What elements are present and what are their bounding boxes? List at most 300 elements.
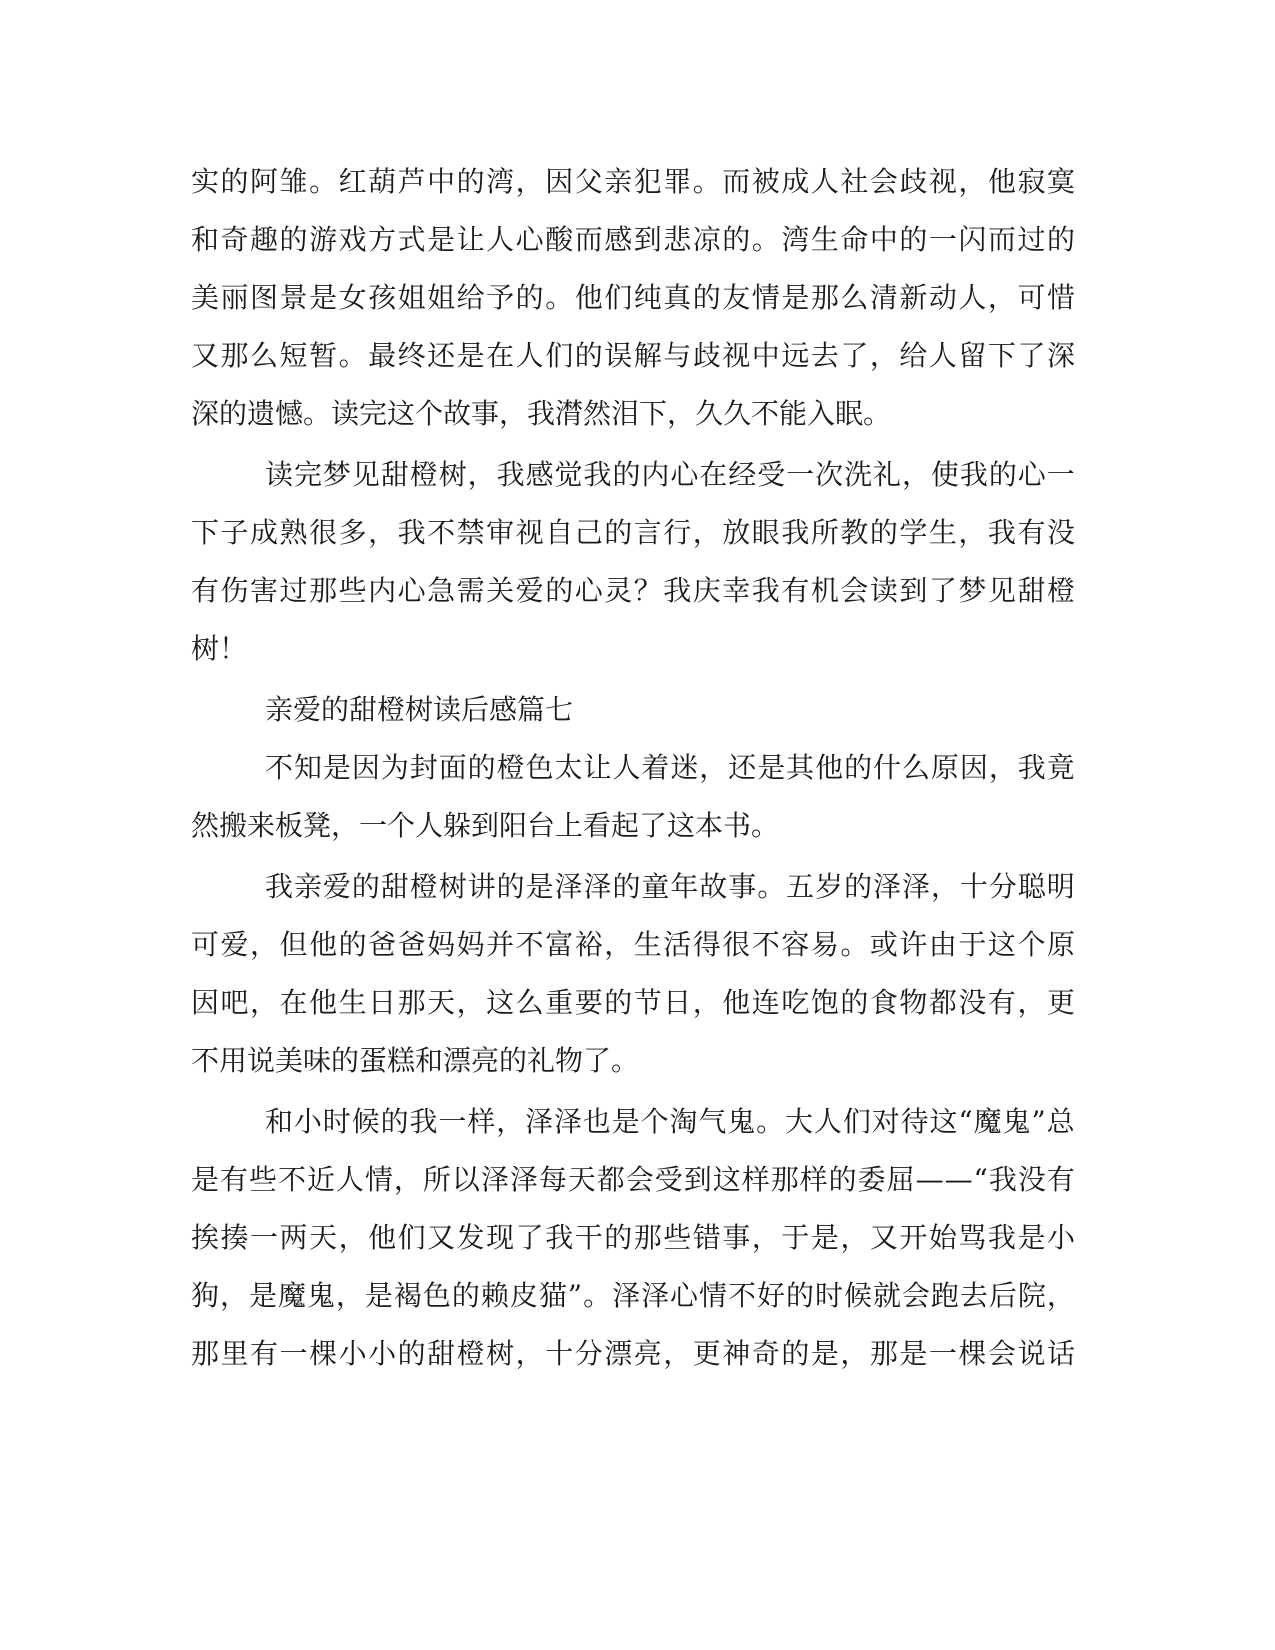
text-char: 很	[722, 928, 751, 961]
text-char: 他	[574, 281, 603, 314]
text-char: 色	[525, 751, 554, 784]
text-char: ，	[869, 339, 898, 372]
text-char: 连	[751, 986, 780, 1019]
text-char: 封	[409, 751, 438, 784]
text-char: 所	[810, 516, 839, 549]
text-char: 庆	[692, 574, 721, 607]
text-char: 泽	[901, 870, 930, 903]
text-char: 了	[928, 574, 957, 607]
text-char: 读	[265, 458, 294, 491]
text-char: 或	[869, 928, 898, 961]
text-char: 的	[279, 223, 308, 256]
text-char: 说	[1017, 1337, 1046, 1370]
text-char: 于	[781, 1221, 810, 1254]
text-char: 。	[757, 870, 786, 903]
text-char: 熟	[279, 516, 308, 549]
text-char: 每	[538, 1163, 567, 1196]
text-char: 害	[250, 574, 279, 607]
text-char: 感	[604, 223, 633, 256]
text-char: 一	[438, 1105, 467, 1138]
text-char: 社	[840, 165, 869, 198]
text-char: 罪	[663, 165, 692, 198]
text-char: 了	[515, 1221, 544, 1254]
text-char: 不	[265, 751, 294, 784]
text-char: 讲	[467, 870, 496, 903]
text-char: 会	[840, 574, 869, 607]
text-char: 的	[545, 574, 574, 607]
text-char: 人	[486, 223, 515, 256]
text-char: 天	[427, 986, 456, 1019]
text-char: 我	[988, 1163, 1017, 1196]
text-char: 富	[545, 928, 574, 961]
text-char: 猫	[538, 1279, 567, 1312]
text-char: 甜	[380, 870, 409, 903]
text-char: 。	[840, 928, 869, 961]
text-char: 人	[928, 339, 957, 372]
text-char: 泽	[583, 870, 612, 903]
text-char: 过	[279, 574, 308, 607]
text-char: 到	[899, 574, 928, 607]
text-char: 闪	[958, 223, 987, 256]
text-char: 橙	[409, 458, 438, 491]
text-char: 揍	[220, 1221, 249, 1254]
text-char: 误	[604, 339, 633, 372]
text-char: 我	[781, 516, 810, 549]
text-char: 幸	[722, 574, 751, 607]
text-char: 奇	[220, 223, 249, 256]
text-char: 红	[338, 165, 367, 198]
text-char: 是	[810, 1337, 839, 1370]
text-line	[265, 1102, 1075, 1142]
text-char: 心	[574, 574, 603, 607]
text-char: 么	[840, 281, 869, 314]
text-char: “	[958, 1105, 973, 1138]
text-char: 是	[191, 1163, 220, 1196]
text-char: 分	[574, 1337, 603, 1370]
text-char: 不	[277, 1163, 306, 1196]
text-char: 心	[515, 223, 544, 256]
text-char: 的	[1046, 223, 1075, 256]
text-char: 小	[293, 1105, 322, 1138]
text-char: 一	[1046, 458, 1075, 491]
text-char: 皮	[509, 1279, 538, 1312]
text-char: 和	[265, 1105, 294, 1138]
text-char: 纯	[633, 281, 662, 314]
text-char: 下	[191, 516, 220, 549]
text-char: 很	[309, 516, 338, 549]
text-char: 的	[220, 165, 249, 198]
text-char: 年	[670, 870, 699, 903]
text-char: 歧	[692, 339, 721, 372]
text-char: 我	[409, 1105, 438, 1138]
text-char: 不	[427, 516, 456, 549]
text-char: 裕	[574, 928, 603, 961]
text-char: 感	[525, 458, 554, 491]
text-char: 一	[279, 1337, 308, 1370]
text-char: 教	[840, 516, 869, 549]
text-char: 会	[625, 1163, 654, 1196]
text-char: 下	[987, 339, 1016, 372]
text-char: 的	[351, 870, 380, 903]
text-char: 成	[250, 516, 279, 549]
text-char: 暂	[309, 339, 338, 372]
text-char: 始	[928, 1221, 957, 1254]
text-char: 言	[633, 516, 662, 549]
text-char: 他	[368, 1221, 397, 1254]
text-char: ，	[692, 516, 721, 549]
text-char: 是	[322, 751, 351, 784]
text-char: 梦	[322, 458, 351, 491]
text-char: 寂	[1017, 165, 1046, 198]
text-char: 清	[869, 281, 898, 314]
text-char: 没	[1046, 516, 1075, 549]
text-line: 然搬来板凳，一个人躲到阳台上看起了这本书。	[191, 809, 780, 842]
text-char: 就	[872, 1279, 901, 1312]
text-char: 湾	[486, 165, 515, 198]
text-char: 没	[1017, 1163, 1046, 1196]
section-heading: 亲爱的甜橙树读后感篇七	[265, 693, 574, 726]
text-line	[191, 220, 1075, 260]
text-char: 礼	[873, 458, 902, 491]
text-char: 所	[422, 1163, 451, 1196]
text-char: 禁	[456, 516, 485, 549]
text-char: ，	[840, 1221, 869, 1254]
text-char: 孩	[368, 281, 397, 314]
text-char: 的	[899, 223, 928, 256]
text-char: 一	[928, 223, 957, 256]
text-char: 伤	[220, 574, 249, 607]
text-char: 式	[397, 223, 426, 256]
text-char: 泽	[509, 1163, 538, 1196]
text-char: 什	[873, 751, 902, 784]
text-char: 是	[810, 1221, 839, 1254]
text-char: 太	[554, 751, 583, 784]
text-char: 灵	[604, 574, 633, 607]
text-char: 们	[842, 1105, 871, 1138]
text-char: 食	[869, 986, 898, 1019]
text-char: 戏	[338, 223, 367, 256]
text-char: 见	[351, 458, 380, 491]
text-char: 时	[814, 1279, 843, 1312]
text-char: 我	[751, 574, 780, 607]
text-char: 在	[279, 986, 308, 1019]
text-char: 妈	[427, 928, 456, 961]
text-char: 命	[840, 223, 869, 256]
text-char: 洗	[844, 458, 873, 491]
text-char: 解	[633, 339, 662, 372]
text-char: 的	[785, 1279, 814, 1312]
text-char: 样	[467, 1105, 496, 1138]
text-char: ，	[751, 1221, 780, 1254]
text-char: 。	[583, 1279, 612, 1312]
text-char: ，	[335, 1279, 364, 1312]
text-char: 爸	[368, 928, 397, 961]
text-char: 亲	[604, 165, 633, 198]
text-char: 去	[810, 339, 839, 372]
text-char: 的	[692, 281, 721, 314]
text-char: 可	[1017, 281, 1046, 314]
text-char: 爸	[397, 928, 426, 961]
text-char: 中	[427, 165, 456, 198]
text-char: 漂	[604, 1337, 633, 1370]
text-char: 们	[397, 1221, 426, 1254]
text-char: 游	[309, 223, 338, 256]
text-char: 过	[1017, 223, 1046, 256]
text-char: 许	[899, 928, 928, 961]
text-char: 近	[306, 1163, 335, 1196]
text-char: 也	[582, 1105, 611, 1138]
text-char: 日	[368, 986, 397, 1019]
text-char: 那	[309, 574, 338, 607]
text-char: 眼	[751, 516, 780, 549]
text-char: 两	[279, 1221, 308, 1254]
text-char: 原	[1046, 928, 1075, 961]
text-char: 人	[810, 165, 839, 198]
text-char: 人	[515, 339, 544, 372]
text-char: 这	[987, 928, 1016, 961]
text-char: 那	[220, 339, 249, 372]
text-char: 么	[901, 751, 930, 784]
text-char: 天	[309, 1221, 338, 1254]
text-char: 自	[545, 516, 574, 549]
text-char: 橙	[409, 870, 438, 903]
text-char: 迷	[670, 751, 699, 784]
text-char: 那	[869, 1337, 898, 1370]
text-line	[265, 867, 1075, 907]
text-char: 的	[612, 870, 641, 903]
text-char: ，	[393, 1163, 422, 1196]
text-char: 干	[574, 1221, 603, 1254]
text-char: ，	[467, 458, 496, 491]
text-line	[191, 162, 1075, 202]
text-char: 大	[785, 1105, 814, 1138]
text-line	[191, 513, 1075, 553]
text-char: 而	[722, 165, 751, 198]
text-char: 于	[958, 928, 987, 961]
text-char: 泽	[554, 870, 583, 903]
text-char: ，	[456, 986, 485, 1019]
text-char: 因	[959, 751, 988, 784]
text-char: 的	[574, 339, 603, 372]
text-char: ，	[988, 751, 1017, 784]
text-char: 有	[781, 574, 810, 607]
text-char: 故	[699, 870, 728, 903]
text-char: 淘	[669, 1105, 698, 1138]
text-char: 心	[670, 458, 699, 491]
text-char: 神	[722, 1337, 751, 1370]
text-line	[191, 1218, 1075, 1258]
text-char: ，	[515, 165, 544, 198]
text-char: 湾	[781, 223, 810, 256]
text-char: 去	[959, 1279, 988, 1312]
text-char: 是	[611, 1105, 640, 1138]
text-char: 远	[781, 339, 810, 372]
text-char: 。	[545, 281, 574, 314]
text-char: 而	[987, 223, 1016, 256]
text-char: 开	[899, 1221, 928, 1254]
text-char: 挨	[191, 1221, 220, 1254]
text-char: 个	[640, 1105, 669, 1138]
text-char: 橙	[456, 1337, 485, 1370]
text-char: 经	[728, 458, 757, 491]
text-char: 样	[799, 1163, 828, 1196]
text-char: 真	[663, 281, 692, 314]
text-char: 小	[368, 1337, 397, 1370]
text-char: 样	[741, 1163, 770, 1196]
text-char: 给	[899, 339, 928, 372]
text-char: 树	[438, 870, 467, 903]
text-char: 人	[335, 1163, 364, 1196]
text-char: 让	[583, 751, 612, 784]
text-char: 事	[722, 1221, 751, 1254]
text-char: 人	[612, 751, 641, 784]
text-char: 爱	[220, 928, 249, 961]
text-char: 我	[987, 516, 1016, 549]
text-char: 活	[663, 928, 692, 961]
text-char: 更	[1046, 986, 1075, 1019]
text-char: 的	[840, 986, 869, 1019]
text-char: 可	[191, 928, 220, 961]
text-char: 有	[1017, 516, 1046, 549]
text-char: 多	[338, 516, 367, 549]
text-line: 树！	[191, 632, 248, 665]
text-char: 在	[699, 458, 728, 491]
text-char: 了	[840, 339, 869, 372]
text-char: 实	[191, 165, 220, 198]
text-char: 丽	[220, 281, 249, 314]
text-char: 妈	[456, 928, 485, 961]
text-char: ，	[604, 928, 633, 961]
text-char: 子	[220, 516, 249, 549]
text-char: 成	[781, 165, 810, 198]
text-char: 鬼	[727, 1105, 756, 1138]
text-char: 话	[1046, 1337, 1075, 1370]
text-char: 的	[496, 870, 525, 903]
text-char: 我	[496, 458, 525, 491]
text-char: 有	[191, 574, 220, 607]
text-char: 么	[515, 986, 544, 1019]
text-char: ，	[663, 1337, 692, 1370]
text-char: 后	[988, 1279, 1017, 1312]
text-char: 重	[545, 986, 574, 1019]
text-char: 的	[604, 1221, 633, 1254]
text-char: ”	[1031, 1105, 1046, 1138]
text-char: 在	[486, 339, 515, 372]
text-char: 雏	[279, 165, 308, 198]
text-char: 我	[265, 870, 294, 903]
text-char: 生	[633, 928, 662, 961]
text-char: 为	[380, 751, 409, 784]
text-char: 视	[722, 339, 751, 372]
text-char: 这	[486, 986, 515, 1019]
text-char: “	[973, 1163, 988, 1196]
text-char: 这	[929, 1105, 958, 1138]
text-char: 们	[545, 339, 574, 372]
text-char: 会	[869, 165, 898, 198]
text-char: 赖	[480, 1279, 509, 1312]
text-char: 的	[451, 1279, 480, 1312]
text-char: 次	[815, 458, 844, 491]
text-char: ，	[1046, 1279, 1075, 1312]
text-char: 审	[486, 516, 515, 549]
text-char: 的	[604, 516, 633, 549]
text-char: 寞	[1046, 165, 1075, 198]
text-char: 是	[248, 1279, 277, 1312]
text-char: 完	[293, 458, 322, 491]
text-char: 放	[722, 516, 751, 549]
text-char: 对	[871, 1105, 900, 1138]
text-char: 视	[515, 516, 544, 549]
text-char: ，	[250, 986, 279, 1019]
text-char: 姐	[427, 281, 456, 314]
text-line: 深的遗憾。读完这个故事，我潸然泪下，久久不能入眠。	[191, 397, 892, 430]
text-char: 友	[722, 281, 751, 314]
text-char: 们	[604, 281, 633, 314]
text-char: 树	[486, 1337, 515, 1370]
text-char: 吃	[781, 986, 810, 1019]
text-char: 的	[844, 751, 873, 784]
text-char: 我	[987, 1221, 1016, 1254]
text-char: ，	[699, 751, 728, 784]
text-char: 还	[728, 751, 757, 784]
text-char: ，	[987, 281, 1016, 314]
text-char: 短	[279, 339, 308, 372]
text-char: 终	[397, 339, 426, 372]
text-char: 分	[988, 870, 1017, 903]
text-char: 父	[574, 165, 603, 198]
text-char: 总	[1046, 1105, 1075, 1138]
text-char: 他	[815, 751, 844, 784]
text-char: 竟	[1046, 751, 1075, 784]
text-char: 的	[456, 165, 485, 198]
text-char: 景	[279, 281, 308, 314]
text-char: 都	[928, 986, 957, 1019]
text-char: 内	[641, 458, 670, 491]
text-char: 的	[988, 458, 1017, 491]
text-char: 犯	[633, 165, 662, 198]
text-char: 让	[456, 223, 485, 256]
text-char: 阿	[250, 165, 279, 198]
text-char: ，	[250, 928, 279, 961]
text-char: 趣	[250, 223, 279, 256]
text-char: 心	[397, 574, 426, 607]
text-char: 委	[857, 1163, 886, 1196]
text-char: 得	[692, 928, 721, 961]
text-char: 给	[456, 281, 485, 314]
text-char: ，	[515, 1337, 544, 1370]
text-line	[191, 1160, 1075, 1200]
text-char: 有	[219, 1163, 248, 1196]
text-char: 视	[928, 165, 957, 198]
text-char: 他	[987, 165, 1016, 198]
text-char: 爱	[322, 870, 351, 903]
text-char: 褐	[393, 1279, 422, 1312]
text-char: 五	[786, 870, 815, 903]
text-char: 树	[438, 458, 467, 491]
text-line	[191, 925, 1075, 965]
text-char: 受	[654, 1163, 683, 1196]
text-char: 饱	[810, 986, 839, 1019]
text-char: 聪	[1017, 870, 1046, 903]
text-char: 物	[899, 986, 928, 1019]
text-char: 日	[663, 986, 692, 1019]
text-char: 。	[338, 339, 367, 372]
text-char: 小	[1046, 1221, 1075, 1254]
text-char: —	[944, 1163, 973, 1196]
text-char: 读	[869, 574, 898, 607]
text-char: 我	[397, 516, 426, 549]
text-char: 我	[545, 1221, 574, 1254]
